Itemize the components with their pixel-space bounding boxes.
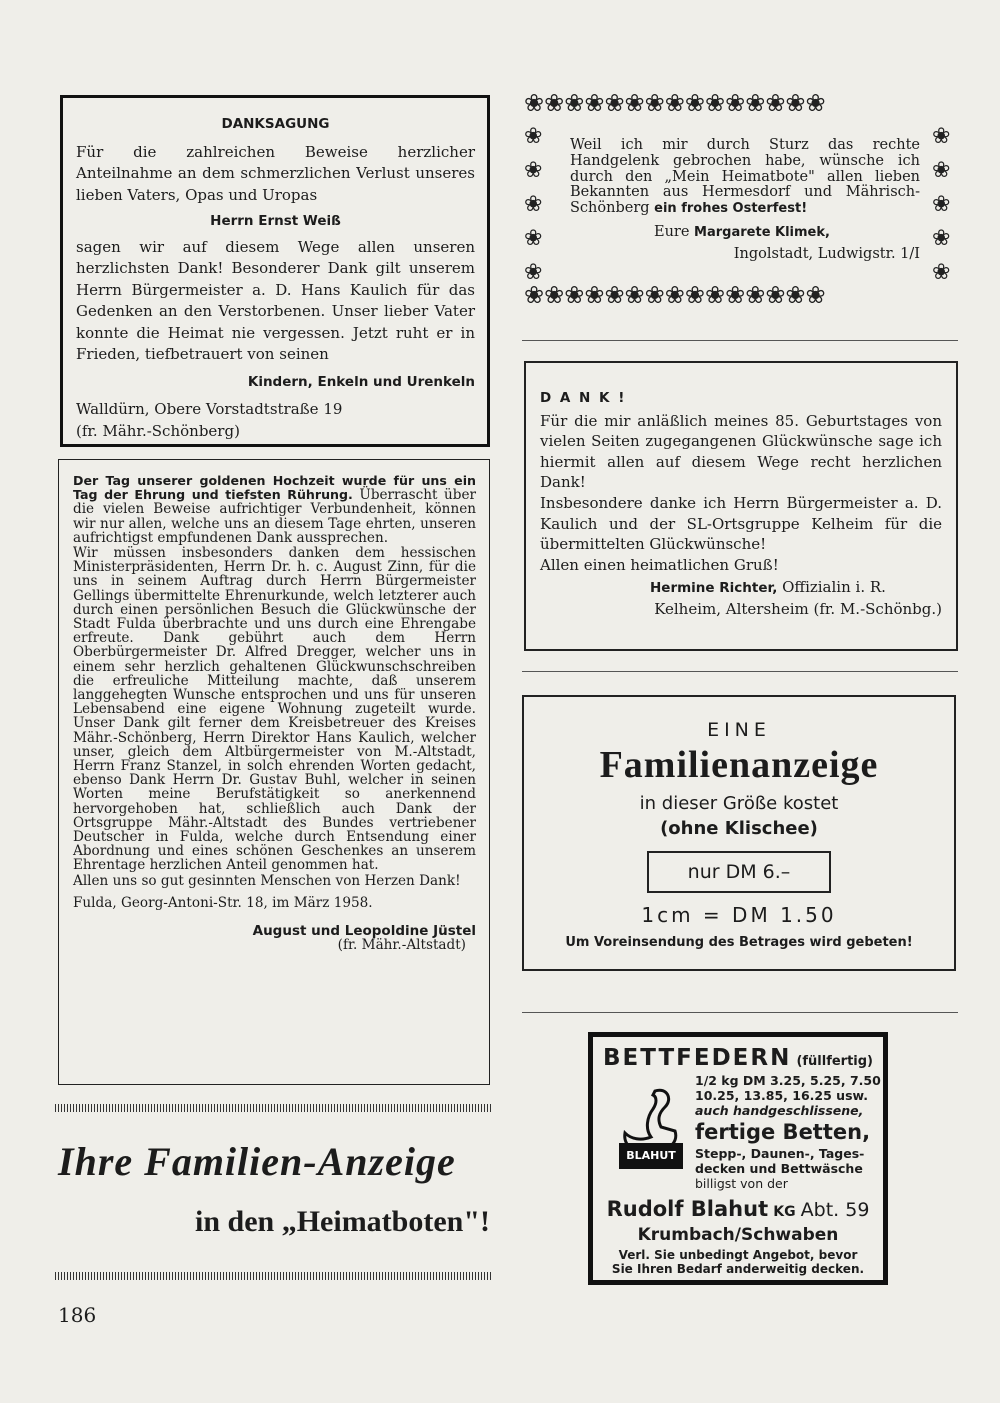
ad-size-line: in dieser Größe kostet [639, 793, 839, 814]
birthday-thanks-notice [524, 361, 958, 651]
danksagung-intro: Für die zahlreichen Beweise herzlicher Anteilnahme an dem schmerzlichen Verlust unseres lieben Vaters, Opas und Uropas [76, 142, 475, 204]
hochzeit-para1: Überrascht über die vielen Beweise aufrichtiger Verbundenheit, können wir nur allen, welche uns an diesem Tage ehrten, unseren aufrichtigst empfundenen Dank aussprechen. [73, 487, 476, 546]
ad-title: Familienanzeige [599, 744, 879, 786]
bett-company: Rudolf Blahut [606, 1197, 769, 1221]
hochzeit-origin: (fr. Mähr.-Altstadt) [337, 937, 466, 954]
hochzeit-para3: Allen uns so gut gesinnten Menschen von Herzen Dank! [73, 872, 461, 889]
ad-no-cliche: (ohne Klischee) [660, 818, 818, 839]
ad-eine: EINE [707, 719, 771, 741]
bettfedern-advertisement [588, 1032, 888, 1285]
danksagung-address: Walldürn, Obere Vorstadtstraße 19 [76, 400, 343, 418]
familienanzeige-price-ad [522, 695, 956, 971]
bett-heading: BETTFEDERN [603, 1045, 792, 1071]
danksagung-signature: Kindern, Enkeln und Urenkeln [247, 373, 475, 390]
dank2-name: Hermine Richter, [650, 580, 778, 597]
divider-3 [522, 1012, 958, 1013]
bett-line7: billigst von der [695, 1176, 788, 1191]
ad-rate: 1cm = DM 1.50 [641, 903, 837, 927]
deceased-name: Herrn Ernst Weiß [210, 213, 341, 229]
flower-border-left: ❀ ❀ ❀ ❀ ❀ [524, 124, 543, 285]
divider-1 [522, 340, 958, 341]
flower-border-top: ❀❀❀❀❀❀❀❀❀❀❀❀❀❀❀ [524, 90, 826, 116]
bett-prices2: 10.25, 13.85, 16.25 usw. [695, 1088, 869, 1103]
easter-greeting-text [570, 138, 920, 263]
swan-logo [615, 1083, 687, 1183]
bett-brand: BLAHUT [626, 1149, 676, 1162]
ihre-anzeige-subline: in den „Heimatboten"! [195, 1205, 490, 1238]
bett-note1: Verl. Sie unbedingt Angebot, bevor [618, 1248, 858, 1262]
danksagung-notice [60, 95, 490, 447]
easter-text: Weil ich mir durch Sturz das rechte Handgelenk gebrochen habe, wünsche ich durch den „Mein Heimatbote" allen lieben Bekannten aus Hermesdorf und Mährisch-Schönberg [570, 137, 920, 217]
dank2-title: Offizialin i. R. [782, 578, 886, 597]
danksagung-heading: DANKSAGUNG [221, 116, 330, 132]
ad-note: Um Voreinsendung des Betrages wird gebeten! [565, 935, 913, 950]
bett-company-kg: KG [773, 1204, 796, 1220]
bett-line6: decken und Bettwäsche [695, 1161, 863, 1176]
hochzeit-signature: August und Leopoldine Jüstel [252, 923, 476, 940]
hatched-rule-top [55, 1104, 491, 1112]
flower-border-right: ❀ ❀ ❀ ❀ ❀ [932, 124, 951, 285]
bett-city: Krumbach/Schwaben [637, 1225, 839, 1245]
dank2-heading: D A N K ! [540, 390, 627, 406]
easter-greeting-notice [524, 90, 962, 320]
page-number: 186 [58, 1303, 97, 1327]
bett-prices1: 1/2 kg DM 3.25, 5.25, 7.50 [695, 1073, 881, 1088]
easter-eure: Eure [654, 223, 690, 240]
flower-border-bottom: ❀❀❀❀❀❀❀❀❀❀❀❀❀❀❀ [524, 282, 826, 308]
danksagung-origin: (fr. Mähr.-Schönberg) [76, 421, 240, 440]
ihre-anzeige-headline: Ihre Familien-Anzeige [58, 1139, 456, 1184]
hatched-rule-bottom [55, 1272, 491, 1280]
ad-price-box: nur DM 6.– [647, 851, 831, 893]
hochzeit-place: Fulda, Georg-Antoni-Str. 18, im März 1958. [73, 894, 373, 911]
dank2-para2: Insbesondere danke ich Herrn Bürgermeister a. D. Kaulich und der SL-Ortsgruppe Kelheim für die übermittelten Glückwünsche! [540, 493, 942, 554]
hochzeit-para2: Wir müssen insbesonders danken dem hessischen Ministerpräsidenten, Herrn Dr. h. c. August Zinn, für die uns in seinem Auftrag durch Herrn Bürgermeister Gellings übermittelte Ehrenurkunde, welch letzterer auch durch einen persönlichen Besuch die Glückwünsche der Stadt Fulda überbrachte und uns durch eine Ehrengabe erfreute. Dank gebührt auch dem Herrn Oberbürgermeister Dr. Alfred Dregger, welcher uns in einem sehr herzlich gehaltenen Glückwunschschreiben die erfreuliche Mitteilung machte, daß unserem langgehegten Wunsche entsprochen und uns für unseren Lebensabend eine eigene Wohnung zugeteilt wurde. Unser Dank gilt ferner dem Kreisbetreuer des Kreises Mähr.-Schönberg, Herrn Direktor Hans Kaulich, welcher unser, gleich dem Altbürgermeister von M.-Altstadt, Herrn Franz Stanzel, in solch ehrenden Worten gedacht, ebenso Dank Herrn Dr. Gustav Buhl, welcher in seinen Worten meine Berufstätigkeit so anerkennend hervorgehoben hat, schließlich auch Dank der Ortsgruppe Mähr.-Altstadt des Bundes vertriebener Deutscher in Fulda, welche durch Entsendung einer Abordnung und eines schönen Geschenkes an unserem Ehrentage herzlichen Anteil genommen hat. [73, 545, 476, 874]
easter-name: Margarete Klimek, [694, 224, 830, 240]
divider-2 [522, 671, 958, 672]
bett-line5: Stepp-, Daunen-, Tages- [695, 1146, 865, 1161]
bett-heading-suffix: (füllfertig) [796, 1054, 874, 1069]
bett-note2: Sie Ihren Bedarf anderweitig decken. [611, 1262, 865, 1276]
bett-big: fertige Betten, [695, 1120, 871, 1144]
golden-wedding-notice [58, 459, 490, 1085]
danksagung-body: sagen wir auf diesem Wege allen unseren herzlichsten Dank! Besonderer Dank gilt unserem Herrn Bürgermeister a. D. Hans Kaulich für das Gedenken an den Verstorbenen. Unser lieber Vater konnte die Heimat nie vergessen. Jetzt ruht er in Frieden, tiefbetrauert von seinen [76, 237, 475, 363]
easter-address: Ingolstadt, Ludwigstr. 1/I [733, 245, 920, 262]
dank2-address: Kelheim, Altersheim (fr. M.-Schönbg.) [654, 599, 942, 618]
dank2-para3: Allen einen heimatlichen Gruß! [540, 555, 779, 574]
dank2-para1: Für die mir anläßlich meines 85. Geburtstages von vielen Seiten zugegangenen Glückwünsche sage ich hiermit allen auf diesem Wege recht herzlichen Dank! [540, 411, 942, 492]
hochzeit-lead: Der Tag unserer goldenen Hochzeit wurde für uns ein Tag der Ehrung und tiefsten Rührung. [73, 473, 476, 503]
bett-abt: Abt. 59 [800, 1199, 870, 1221]
easter-wish: ein frohes Osterfest! [654, 201, 808, 217]
bett-line3: auch handgeschlissene, [695, 1103, 864, 1118]
